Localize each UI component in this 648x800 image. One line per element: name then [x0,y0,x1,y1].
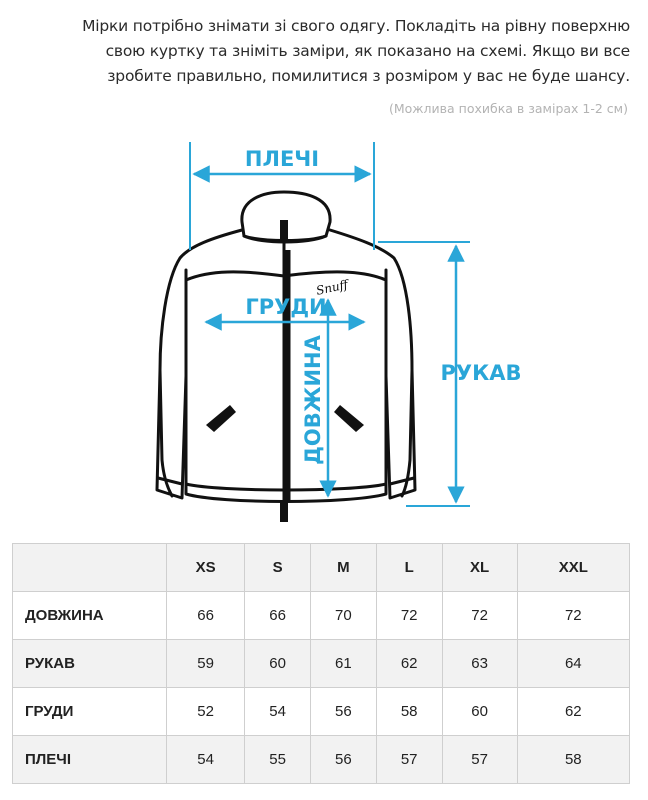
table-row [13,688,630,736]
size-header: XXL [517,544,629,592]
left-pocket [206,405,236,432]
size-header: S [245,544,311,592]
table-cell: 60 [245,640,311,688]
table-cell: 52 [167,688,245,736]
table-cell: 64 [517,640,629,688]
table-cell: 72 [442,592,517,640]
table-cell: 60 [442,688,517,736]
brand-logo: Snuff [314,277,350,298]
table-cell: 72 [376,592,442,640]
table-cell: 62 [517,688,629,736]
intro-line-1: Мірки потрібно знімати зі свого одягу. Покладіть на рівну поверхню [82,17,630,35]
table-cell: 72 [517,592,629,640]
shoulders-label: ПЛЕЧІ [244,147,320,171]
length-dimension [301,300,328,496]
length-label: ДОВЖИНА [301,335,325,465]
measurement-error-note: (Можлива похибка в замірах 1-2 см) [388,101,628,116]
sleeve-label: РУКАВ [440,361,522,385]
table-row [13,640,630,688]
jacket-measurement-diagram [0,130,648,530]
row-label: ДОВЖИНА [13,592,167,640]
table-cell: 66 [245,592,311,640]
size-header: M [310,544,376,592]
table-cell: 61 [310,640,376,688]
chest-label: ГРУДИ [245,295,327,319]
table-cell: 57 [376,736,442,784]
table-cell: 56 [310,736,376,784]
table-row [13,736,630,784]
table-cell: 66 [167,592,245,640]
intro-line-2: свою куртку та зніміть заміри, як показано на схемі. Якщо ви все [105,42,630,60]
right-pocket [334,405,364,432]
size-table [12,543,630,784]
table-cell: 54 [167,736,245,784]
table-cell: 58 [517,736,629,784]
table-cell: 55 [245,736,311,784]
size-header: L [376,544,442,592]
sleeve-dimension [378,242,522,506]
size-header: XS [167,544,245,592]
table-cell: 63 [442,640,517,688]
table-row [13,592,630,640]
table-cell: 59 [167,640,245,688]
intro-text [20,14,630,89]
row-label: ГРУДИ [13,688,167,736]
table-cell: 54 [245,688,311,736]
chest-dimension [206,295,364,322]
table-cell: 58 [376,688,442,736]
row-label: ПЛЕЧІ [13,736,167,784]
intro-line-3: зробите правильно, помилитися з розміром у вас не буде шансу. [107,67,630,85]
table-cell: 62 [376,640,442,688]
size-header-row [13,544,630,592]
corner-cell [13,544,167,592]
table-cell: 70 [310,592,376,640]
table-cell: 57 [442,736,517,784]
table-cell: 56 [310,688,376,736]
row-label: РУКАВ [13,640,167,688]
size-header: XL [442,544,517,592]
